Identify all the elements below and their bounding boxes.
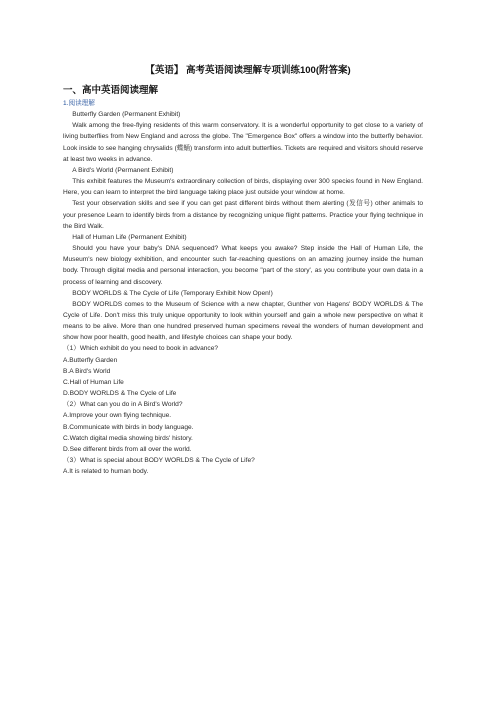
answer-option: A.Butterfly Garden	[63, 356, 118, 364]
question-stem: （2）What can you do in A Bird's World?	[63, 401, 183, 409]
passage-paragraph: Should you have your baby's DNA sequenced? What keeps you awake? Step inside the Hall of Human Life, the Museum's new biology exhibition, and encounter such far-reaching questions on an amazing journey inside the human body. Through digital media and personal interaction, you become "part of the story', as you contribute your own data in a process of learning and discovery.	[63, 245, 423, 286]
exhibit-heading: A Bird's World (Permanent Exhibit)	[72, 166, 174, 174]
passage-paragraph: Walk among the free-flying residents of this warm conservatory. It is a wonderful opportunity to get close to a variety of living butterflies from New England and across the globe. The "Emergence Box" offers a window into the butterfly behavior. Look inside to see hanging chrysalids (蝶蛹) transform into adult butterflies. Tickets are required and visitors should reserve at least two weeks in advance.	[63, 122, 423, 163]
passage-paragraph: This exhibit features the Museum's extraordinary collection of birds, displaying over 300 species found in New England. Here, you can learn to interpret the bird language taking place just outside your window at home.	[63, 178, 423, 197]
answer-option: C.Watch digital media showing birds' history.	[63, 434, 193, 442]
question-number: 1.	[63, 100, 69, 107]
passage-paragraph: BODY WORLDS comes to the Museum of Science with a new chapter, Gunther von Hagens' BODY WORLDS & The Cycle of Life. Don't miss this truly unique opportunity to look within yourself and gain a whole new perspective on what it means to be alive. More than one hundred preserved human specimens reveal the wonders of human development and show how poor health, good health, and lifestyle choices can shape your body.	[63, 300, 423, 342]
question-label: 阅读理解	[68, 100, 95, 107]
answer-option: A.It is related to human body.	[63, 468, 149, 476]
question-header	[63, 98, 423, 109]
document-title: 【英语】 高考英语阅读理解专项训练100(附答案)	[145, 65, 351, 76]
answer-option: D.BODY WORLDS & The Cycle of Life	[63, 390, 177, 398]
answer-option: C.Hall of Human Life	[63, 378, 124, 386]
passage-paragraph: Test your observation skills and see if you can get past different birds without them alerting (发信号) other animals to your presence Learn to identify birds from a distance by recognizing unique flight patterns. Practice your flying technique in the Bird Walk.	[63, 200, 423, 230]
exhibit-heading: BODY WORLDS & The Cycle of Life (Temporary Exhibit Now Open!)	[72, 289, 273, 297]
question-stem: （1）Which exhibit do you need to book in advance?	[63, 345, 219, 353]
question-stem: （3）What is special about BODY WORLDS & The Cycle of Life?	[63, 457, 255, 464]
exhibit-heading: Hall of Human Life (Permanent Exhibit)	[72, 233, 187, 241]
answer-option: D.See different birds from all over the world.	[63, 445, 192, 453]
section-heading: 一、高中英语阅读理解	[63, 85, 159, 96]
exhibit-heading: Butterfly Garden (Permanent Exhibit)	[72, 111, 181, 119]
answer-option: A.Improve your own flying technique.	[63, 412, 172, 420]
answer-option: B.Communicate with birds in body language.	[63, 423, 194, 431]
document-body	[63, 98, 423, 477]
answer-option: B.A Bird's World	[63, 367, 111, 375]
